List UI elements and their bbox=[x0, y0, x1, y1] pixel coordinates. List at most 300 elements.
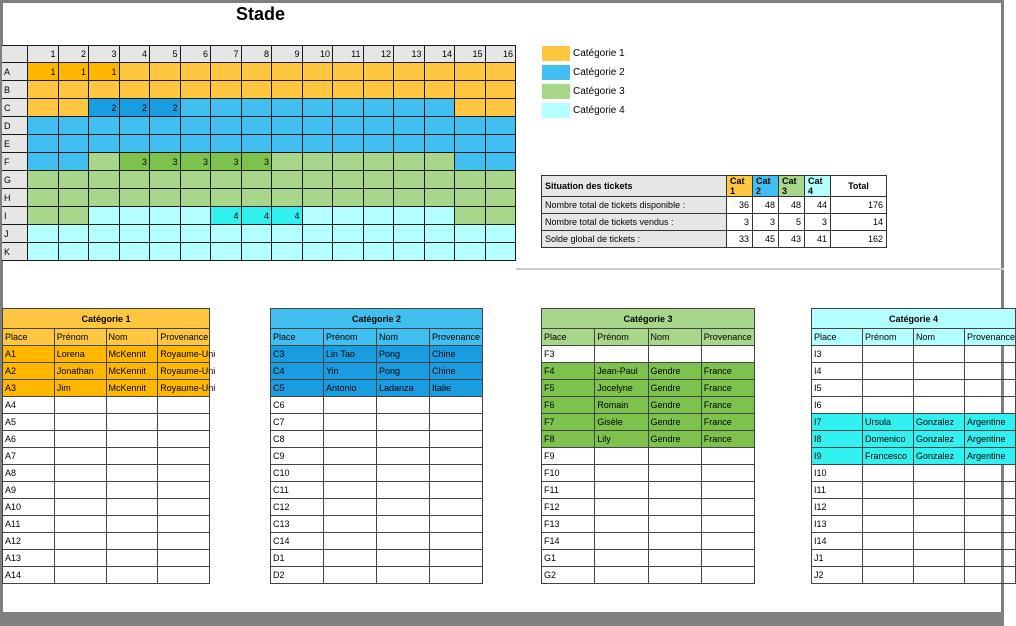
seat-cell[interactable] bbox=[150, 171, 181, 189]
seat-cell[interactable] bbox=[333, 171, 364, 189]
seat-cell[interactable]: 1 bbox=[28, 63, 59, 81]
category-cell[interactable] bbox=[106, 465, 158, 482]
category-cell[interactable] bbox=[648, 516, 701, 533]
category-cell[interactable] bbox=[965, 516, 1016, 533]
category-cell[interactable]: F11 bbox=[542, 482, 595, 499]
category-cell[interactable] bbox=[863, 550, 914, 567]
category-cell[interactable] bbox=[158, 482, 210, 499]
category-cell[interactable]: F3 bbox=[542, 346, 595, 363]
seat-cell[interactable] bbox=[303, 117, 334, 135]
category-cell[interactable] bbox=[863, 465, 914, 482]
seat-cell[interactable] bbox=[211, 81, 242, 99]
seat-cell[interactable] bbox=[89, 135, 120, 153]
category-cell[interactable]: Gonzalez bbox=[914, 414, 965, 431]
category-cell[interactable]: Lin Tao bbox=[324, 346, 377, 363]
category-cell[interactable] bbox=[377, 431, 430, 448]
seat-cell[interactable] bbox=[333, 63, 364, 81]
category-cell[interactable]: I11 bbox=[812, 482, 863, 499]
category-cell[interactable]: G2 bbox=[542, 567, 595, 584]
category-cell[interactable]: Chine bbox=[430, 346, 483, 363]
seat-cell[interactable] bbox=[181, 81, 212, 99]
seat-cell[interactable]: 1 bbox=[59, 63, 90, 81]
category-cell[interactable] bbox=[914, 465, 965, 482]
category-cell[interactable]: C8 bbox=[271, 431, 324, 448]
category-cell[interactable] bbox=[701, 448, 754, 465]
category-cell[interactable] bbox=[106, 397, 158, 414]
category-cell[interactable] bbox=[106, 414, 158, 431]
seat-cell[interactable] bbox=[59, 243, 90, 261]
category-cell[interactable]: A11 bbox=[3, 516, 55, 533]
seat-cell[interactable] bbox=[59, 81, 90, 99]
category-cell[interactable] bbox=[430, 550, 483, 567]
seat-cell[interactable] bbox=[28, 189, 59, 207]
seat-cell[interactable] bbox=[150, 189, 181, 207]
seat-cell[interactable] bbox=[181, 243, 212, 261]
category-cell[interactable]: C9 bbox=[271, 448, 324, 465]
category-cell[interactable]: McKennit bbox=[106, 346, 158, 363]
category-cell[interactable]: I14 bbox=[812, 533, 863, 550]
seat-cell[interactable]: 2 bbox=[120, 99, 151, 117]
category-cell[interactable] bbox=[430, 397, 483, 414]
seat-cell[interactable] bbox=[425, 117, 456, 135]
category-cell[interactable]: C12 bbox=[271, 499, 324, 516]
seat-cell[interactable] bbox=[211, 63, 242, 81]
seat-cell[interactable]: 4 bbox=[211, 207, 242, 225]
seat-cell[interactable] bbox=[150, 63, 181, 81]
category-cell[interactable]: I8 bbox=[812, 431, 863, 448]
category-cell[interactable]: D2 bbox=[271, 567, 324, 584]
seat-cell[interactable] bbox=[150, 225, 181, 243]
seat-cell[interactable] bbox=[333, 117, 364, 135]
seat-cell[interactable] bbox=[59, 207, 90, 225]
seat-cell[interactable] bbox=[486, 117, 517, 135]
category-cell[interactable] bbox=[324, 431, 377, 448]
seat-cell[interactable]: 4 bbox=[272, 207, 303, 225]
seat-cell[interactable] bbox=[150, 81, 181, 99]
category-cell[interactable]: Argentine bbox=[965, 431, 1016, 448]
seat-cell[interactable] bbox=[242, 63, 273, 81]
category-cell[interactable]: Yin bbox=[324, 363, 377, 380]
category-cell[interactable]: Jonathan bbox=[54, 363, 106, 380]
category-cell[interactable] bbox=[965, 397, 1016, 414]
seat-cell[interactable] bbox=[211, 171, 242, 189]
seat-cell[interactable] bbox=[242, 81, 273, 99]
bottom-scrollbar[interactable] bbox=[0, 612, 1004, 626]
seat-cell[interactable]: 3 bbox=[181, 153, 212, 171]
seat-cell[interactable]: 4 bbox=[242, 207, 273, 225]
category-cell[interactable] bbox=[324, 414, 377, 431]
seat-cell[interactable] bbox=[394, 225, 425, 243]
category-cell[interactable] bbox=[377, 499, 430, 516]
seat-cell[interactable] bbox=[59, 171, 90, 189]
category-cell[interactable] bbox=[430, 567, 483, 584]
category-cell[interactable] bbox=[54, 533, 106, 550]
category-cell[interactable] bbox=[158, 516, 210, 533]
seat-cell[interactable] bbox=[455, 225, 486, 243]
category-cell[interactable]: F7 bbox=[542, 414, 595, 431]
seat-cell[interactable] bbox=[333, 99, 364, 117]
category-cell[interactable] bbox=[914, 567, 965, 584]
seat-cell[interactable] bbox=[89, 117, 120, 135]
category-cell[interactable] bbox=[701, 482, 754, 499]
category-cell[interactable] bbox=[595, 465, 648, 482]
category-cell[interactable] bbox=[106, 482, 158, 499]
category-cell[interactable] bbox=[430, 448, 483, 465]
seat-cell[interactable] bbox=[28, 207, 59, 225]
category-cell[interactable]: C14 bbox=[271, 533, 324, 550]
category-cell[interactable]: I10 bbox=[812, 465, 863, 482]
seat-cell[interactable]: 2 bbox=[89, 99, 120, 117]
category-cell[interactable] bbox=[595, 533, 648, 550]
category-cell[interactable]: Gendre bbox=[648, 363, 701, 380]
seat-cell[interactable] bbox=[150, 135, 181, 153]
category-cell[interactable] bbox=[158, 431, 210, 448]
seat-cell[interactable] bbox=[181, 207, 212, 225]
seat-cell[interactable] bbox=[181, 171, 212, 189]
category-cell[interactable]: Gendre bbox=[648, 431, 701, 448]
category-cell[interactable] bbox=[158, 567, 210, 584]
seat-cell[interactable] bbox=[272, 63, 303, 81]
seat-cell[interactable] bbox=[394, 63, 425, 81]
category-cell[interactable]: I13 bbox=[812, 516, 863, 533]
category-cell[interactable]: A4 bbox=[3, 397, 55, 414]
category-cell[interactable] bbox=[863, 533, 914, 550]
category-cell[interactable] bbox=[965, 482, 1016, 499]
category-cell[interactable]: F6 bbox=[542, 397, 595, 414]
category-cell[interactable] bbox=[595, 550, 648, 567]
category-cell[interactable]: F5 bbox=[542, 380, 595, 397]
seat-cell[interactable] bbox=[455, 63, 486, 81]
seat-cell[interactable] bbox=[486, 99, 517, 117]
seat-cell[interactable] bbox=[425, 189, 456, 207]
seat-cell[interactable] bbox=[242, 117, 273, 135]
seat-cell[interactable] bbox=[455, 243, 486, 261]
seat-cell[interactable] bbox=[59, 99, 90, 117]
category-cell[interactable] bbox=[324, 482, 377, 499]
category-cell[interactable] bbox=[106, 533, 158, 550]
category-cell[interactable] bbox=[914, 363, 965, 380]
seat-cell[interactable] bbox=[150, 207, 181, 225]
seat-cell[interactable] bbox=[303, 243, 334, 261]
category-cell[interactable]: Gendre bbox=[648, 414, 701, 431]
category-cell[interactable] bbox=[701, 567, 754, 584]
seat-cell[interactable] bbox=[89, 153, 120, 171]
category-cell[interactable] bbox=[965, 363, 1016, 380]
category-cell[interactable] bbox=[648, 465, 701, 482]
seat-cell[interactable] bbox=[425, 81, 456, 99]
category-cell[interactable] bbox=[377, 516, 430, 533]
category-cell[interactable] bbox=[648, 550, 701, 567]
seat-cell[interactable] bbox=[486, 63, 517, 81]
seat-cell[interactable] bbox=[364, 243, 395, 261]
category-cell[interactable] bbox=[965, 465, 1016, 482]
category-cell[interactable]: A10 bbox=[3, 499, 55, 516]
seat-cell[interactable] bbox=[394, 153, 425, 171]
category-cell[interactable]: Chine bbox=[430, 363, 483, 380]
category-cell[interactable] bbox=[324, 397, 377, 414]
category-cell[interactable] bbox=[595, 448, 648, 465]
category-cell[interactable]: C7 bbox=[271, 414, 324, 431]
seat-cell[interactable] bbox=[394, 135, 425, 153]
category-cell[interactable] bbox=[914, 516, 965, 533]
category-cell[interactable] bbox=[430, 414, 483, 431]
seat-cell[interactable]: 3 bbox=[242, 153, 273, 171]
category-cell[interactable]: I7 bbox=[812, 414, 863, 431]
seat-cell[interactable] bbox=[425, 225, 456, 243]
category-cell[interactable]: Domenico bbox=[863, 431, 914, 448]
seat-cell[interactable] bbox=[394, 171, 425, 189]
category-cell[interactable]: Italie bbox=[430, 380, 483, 397]
category-cell[interactable]: A5 bbox=[3, 414, 55, 431]
category-cell[interactable]: France bbox=[701, 363, 754, 380]
seat-cell[interactable] bbox=[455, 171, 486, 189]
category-cell[interactable] bbox=[965, 533, 1016, 550]
seat-cell[interactable] bbox=[455, 135, 486, 153]
category-cell[interactable] bbox=[324, 448, 377, 465]
category-cell[interactable] bbox=[377, 482, 430, 499]
category-cell[interactable] bbox=[595, 482, 648, 499]
seat-cell[interactable] bbox=[120, 63, 151, 81]
seat-cell[interactable] bbox=[242, 135, 273, 153]
category-cell[interactable]: A13 bbox=[3, 550, 55, 567]
category-cell[interactable]: McKennit bbox=[106, 380, 158, 397]
seat-cell[interactable] bbox=[272, 99, 303, 117]
category-cell[interactable]: Pong bbox=[377, 346, 430, 363]
category-cell[interactable] bbox=[377, 533, 430, 550]
category-cell[interactable]: A2 bbox=[3, 363, 55, 380]
seat-cell[interactable] bbox=[333, 189, 364, 207]
category-cell[interactable] bbox=[914, 397, 965, 414]
seat-cell[interactable] bbox=[455, 117, 486, 135]
seat-cell[interactable] bbox=[303, 225, 334, 243]
category-cell[interactable] bbox=[965, 550, 1016, 567]
seat-cell[interactable] bbox=[303, 207, 334, 225]
category-cell[interactable] bbox=[158, 414, 210, 431]
seat-cell[interactable] bbox=[28, 243, 59, 261]
category-cell[interactable] bbox=[54, 567, 106, 584]
seat-cell[interactable] bbox=[333, 243, 364, 261]
category-cell[interactable] bbox=[965, 380, 1016, 397]
category-cell[interactable] bbox=[158, 550, 210, 567]
category-cell[interactable]: A8 bbox=[3, 465, 55, 482]
seat-cell[interactable] bbox=[28, 81, 59, 99]
seat-cell[interactable] bbox=[120, 135, 151, 153]
seat-cell[interactable] bbox=[394, 189, 425, 207]
seat-cell[interactable] bbox=[59, 153, 90, 171]
category-cell[interactable] bbox=[324, 516, 377, 533]
category-cell[interactable] bbox=[965, 567, 1016, 584]
seat-cell[interactable] bbox=[211, 99, 242, 117]
category-cell[interactable] bbox=[54, 397, 106, 414]
category-cell[interactable] bbox=[701, 499, 754, 516]
seat-cell[interactable] bbox=[242, 243, 273, 261]
seat-cell[interactable] bbox=[425, 171, 456, 189]
category-cell[interactable]: I4 bbox=[812, 363, 863, 380]
category-cell[interactable]: C11 bbox=[271, 482, 324, 499]
category-cell[interactable] bbox=[106, 499, 158, 516]
seat-cell[interactable] bbox=[455, 81, 486, 99]
category-cell[interactable] bbox=[54, 414, 106, 431]
category-cell[interactable]: Jim bbox=[54, 380, 106, 397]
category-cell[interactable]: Gonzalez bbox=[914, 431, 965, 448]
seat-cell[interactable] bbox=[364, 135, 395, 153]
category-cell[interactable] bbox=[863, 567, 914, 584]
category-cell[interactable]: Lily bbox=[595, 431, 648, 448]
category-cell[interactable] bbox=[701, 465, 754, 482]
category-cell[interactable]: Royaume-Uni bbox=[158, 363, 210, 380]
category-cell[interactable]: Antonio bbox=[324, 380, 377, 397]
category-cell[interactable]: Argentine bbox=[965, 448, 1016, 465]
category-cell[interactable]: A14 bbox=[3, 567, 55, 584]
category-cell[interactable]: I3 bbox=[812, 346, 863, 363]
category-cell[interactable]: F8 bbox=[542, 431, 595, 448]
category-cell[interactable] bbox=[648, 346, 701, 363]
seat-cell[interactable]: 1 bbox=[89, 63, 120, 81]
category-cell[interactable]: Ladanza bbox=[377, 380, 430, 397]
category-cell[interactable]: F10 bbox=[542, 465, 595, 482]
seat-cell[interactable] bbox=[211, 243, 242, 261]
category-cell[interactable] bbox=[648, 499, 701, 516]
category-cell[interactable]: Francesco bbox=[863, 448, 914, 465]
seat-cell[interactable] bbox=[120, 81, 151, 99]
category-cell[interactable] bbox=[106, 550, 158, 567]
category-cell[interactable] bbox=[158, 465, 210, 482]
category-cell[interactable]: Pong bbox=[377, 363, 430, 380]
seat-cell[interactable] bbox=[486, 243, 517, 261]
seat-cell[interactable]: 3 bbox=[211, 153, 242, 171]
seat-cell[interactable] bbox=[242, 99, 273, 117]
seat-cell[interactable] bbox=[486, 207, 517, 225]
seat-cell[interactable] bbox=[59, 189, 90, 207]
seat-cell[interactable] bbox=[272, 225, 303, 243]
seat-cell[interactable] bbox=[89, 189, 120, 207]
seat-cell[interactable] bbox=[364, 117, 395, 135]
category-cell[interactable]: Ursula bbox=[863, 414, 914, 431]
category-cell[interactable] bbox=[324, 550, 377, 567]
seat-cell[interactable] bbox=[272, 189, 303, 207]
category-cell[interactable] bbox=[701, 516, 754, 533]
seat-cell[interactable] bbox=[272, 243, 303, 261]
category-cell[interactable]: F13 bbox=[542, 516, 595, 533]
seat-cell[interactable] bbox=[364, 207, 395, 225]
seat-cell[interactable] bbox=[364, 189, 395, 207]
category-cell[interactable]: Argentine bbox=[965, 414, 1016, 431]
category-cell[interactable]: France bbox=[701, 414, 754, 431]
category-cell[interactable] bbox=[158, 397, 210, 414]
category-cell[interactable]: A3 bbox=[3, 380, 55, 397]
seat-cell[interactable] bbox=[425, 153, 456, 171]
seat-cell[interactable] bbox=[486, 81, 517, 99]
category-cell[interactable]: Gonzalez bbox=[914, 448, 965, 465]
seat-cell[interactable] bbox=[242, 171, 273, 189]
category-cell[interactable] bbox=[863, 363, 914, 380]
seat-cell[interactable] bbox=[59, 117, 90, 135]
seat-cell[interactable] bbox=[89, 225, 120, 243]
seat-cell[interactable] bbox=[150, 117, 181, 135]
category-cell[interactable] bbox=[701, 533, 754, 550]
category-cell[interactable]: Gendre bbox=[648, 397, 701, 414]
category-cell[interactable] bbox=[430, 431, 483, 448]
seat-cell[interactable] bbox=[28, 225, 59, 243]
seat-cell[interactable] bbox=[272, 135, 303, 153]
category-cell[interactable]: C13 bbox=[271, 516, 324, 533]
category-cell[interactable]: Jean-Paul bbox=[595, 363, 648, 380]
seat-cell[interactable] bbox=[120, 189, 151, 207]
category-cell[interactable]: D1 bbox=[271, 550, 324, 567]
category-cell[interactable]: G1 bbox=[542, 550, 595, 567]
category-cell[interactable] bbox=[595, 346, 648, 363]
category-cell[interactable] bbox=[324, 499, 377, 516]
seat-cell[interactable] bbox=[272, 117, 303, 135]
category-cell[interactable]: Romain bbox=[595, 397, 648, 414]
seat-cell[interactable] bbox=[394, 81, 425, 99]
seat-cell[interactable] bbox=[486, 189, 517, 207]
category-cell[interactable] bbox=[648, 482, 701, 499]
category-cell[interactable]: A1 bbox=[3, 346, 55, 363]
seat-cell[interactable] bbox=[303, 99, 334, 117]
seat-cell[interactable] bbox=[455, 207, 486, 225]
seat-cell[interactable] bbox=[150, 243, 181, 261]
category-cell[interactable]: Jocelyne bbox=[595, 380, 648, 397]
seat-cell[interactable] bbox=[333, 225, 364, 243]
seat-cell[interactable]: 3 bbox=[150, 153, 181, 171]
seat-cell[interactable] bbox=[425, 207, 456, 225]
seat-cell[interactable] bbox=[364, 63, 395, 81]
seat-cell[interactable] bbox=[59, 225, 90, 243]
category-cell[interactable] bbox=[54, 431, 106, 448]
category-cell[interactable]: J2 bbox=[812, 567, 863, 584]
seat-cell[interactable] bbox=[59, 135, 90, 153]
seat-cell[interactable] bbox=[120, 117, 151, 135]
category-cell[interactable] bbox=[377, 414, 430, 431]
seat-cell[interactable] bbox=[394, 99, 425, 117]
seat-cell[interactable] bbox=[120, 207, 151, 225]
category-cell[interactable]: C5 bbox=[271, 380, 324, 397]
seat-cell[interactable] bbox=[242, 189, 273, 207]
category-cell[interactable]: France bbox=[701, 397, 754, 414]
seat-cell[interactable] bbox=[425, 99, 456, 117]
category-cell[interactable] bbox=[106, 448, 158, 465]
seat-cell[interactable] bbox=[486, 225, 517, 243]
seat-cell[interactable] bbox=[364, 153, 395, 171]
seat-cell[interactable] bbox=[211, 189, 242, 207]
category-cell[interactable] bbox=[595, 499, 648, 516]
seat-cell[interactable] bbox=[364, 81, 395, 99]
seat-cell[interactable] bbox=[272, 171, 303, 189]
category-cell[interactable] bbox=[863, 516, 914, 533]
category-cell[interactable]: C10 bbox=[271, 465, 324, 482]
category-cell[interactable] bbox=[648, 567, 701, 584]
category-cell[interactable]: A7 bbox=[3, 448, 55, 465]
seat-cell[interactable] bbox=[181, 99, 212, 117]
category-cell[interactable]: I6 bbox=[812, 397, 863, 414]
seat-cell[interactable] bbox=[364, 99, 395, 117]
category-cell[interactable] bbox=[106, 516, 158, 533]
seat-cell[interactable] bbox=[333, 81, 364, 99]
category-cell[interactable]: Royaume-Uni bbox=[158, 380, 210, 397]
seat-cell[interactable] bbox=[303, 153, 334, 171]
category-cell[interactable] bbox=[54, 499, 106, 516]
seat-cell[interactable] bbox=[272, 81, 303, 99]
category-cell[interactable] bbox=[701, 550, 754, 567]
category-cell[interactable] bbox=[106, 431, 158, 448]
seat-cell[interactable] bbox=[28, 99, 59, 117]
category-cell[interactable] bbox=[863, 380, 914, 397]
seat-cell[interactable] bbox=[181, 117, 212, 135]
seat-cell[interactable] bbox=[211, 117, 242, 135]
seat-cell[interactable] bbox=[303, 189, 334, 207]
category-cell[interactable]: France bbox=[701, 431, 754, 448]
